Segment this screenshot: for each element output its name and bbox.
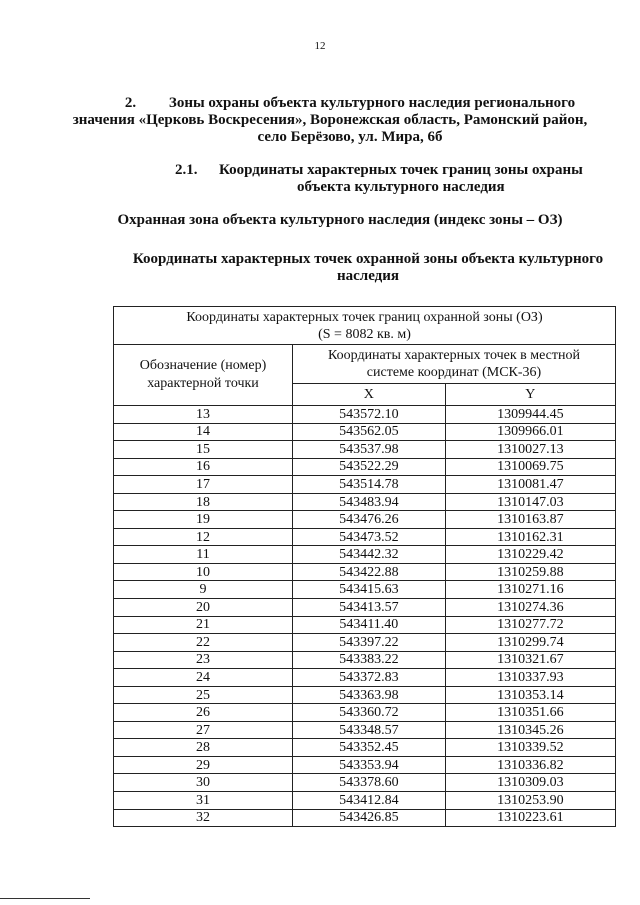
table-row [114,493,616,511]
cell-point: 30 [114,774,293,792]
cell-point: 9 [114,581,293,599]
cell-y: 1310081.47 [445,476,615,494]
cell-point: 12 [114,528,293,546]
table-row [114,423,616,441]
col-header-y: Y [445,384,615,406]
table-row [114,511,616,529]
cell-x: 543426.85 [293,809,446,827]
cell-y: 1310277.72 [445,616,615,634]
table-row [114,669,616,687]
cell-y: 1310069.75 [445,458,615,476]
cell-y: 1310321.67 [445,651,615,669]
cell-y: 1310229.42 [445,546,615,564]
cell-y: 1310259.88 [445,563,615,581]
cell-point: 27 [114,721,293,739]
table-row [114,774,616,792]
cell-x: 543360.72 [293,704,446,722]
section-title-line3: село Берёзово, ул. Мира, 6б [257,129,443,145]
table-row [114,809,616,827]
section-heading [70,95,630,146]
cell-y: 1310299.74 [445,634,615,652]
table-row [114,756,616,774]
cell-y: 1310253.90 [445,792,615,810]
cell-y: 1310309.03 [445,774,615,792]
cell-point: 20 [114,599,293,617]
cell-point: 22 [114,634,293,652]
section-title-line1: Зоны охраны объекта культурного наследия регионального [168,95,576,111]
cell-point: 23 [114,651,293,669]
col-header-point-line2: характерной точки [147,376,259,391]
cell-y: 1310345.26 [445,721,615,739]
table-row [114,476,616,494]
cell-point: 19 [114,511,293,529]
cell-x: 543415.63 [293,581,446,599]
cell-point: 21 [114,616,293,634]
cell-x: 543383.22 [293,651,446,669]
table-row [114,563,616,581]
cell-y: 1310351.66 [445,704,615,722]
col-header-point [114,345,293,406]
zone-heading: Охранная зона объекта культурного наследия (индекс зоны – ОЗ) [117,212,563,228]
cell-x: 543353.94 [293,756,446,774]
cell-x: 543476.26 [293,511,446,529]
cell-y: 1310336.82 [445,756,615,774]
cell-y: 1310147.03 [445,493,615,511]
cell-y: 1310274.36 [445,599,615,617]
cell-point: 14 [114,423,293,441]
cell-y: 1309966.01 [445,423,615,441]
table-row [114,406,616,424]
col-header-point-line1: Обозначение (номер) [139,358,267,373]
cell-x: 543411.40 [293,616,446,634]
cell-y: 1310027.13 [445,441,615,459]
cell-x: 543372.83 [293,669,446,687]
cell-point: 18 [114,493,293,511]
coords-heading-line1: Координаты характерных точек охранной зоны объекта культурного [132,251,604,267]
table-caption-line1: Координаты характерных точек границ охранной зоны (ОЗ) [186,309,543,325]
subsection-title-line2: объекта культурного наследия [297,179,505,195]
cell-x: 543483.94 [293,493,446,511]
table-header-row [114,345,616,384]
cell-y: 1310163.87 [445,511,615,529]
table-row [114,792,616,810]
cell-x: 543572.10 [293,406,446,424]
cell-x: 543442.32 [293,546,446,564]
cell-point: 16 [114,458,293,476]
col-header-coords-line2: системе координат (МСК-36) [366,365,542,380]
table-row [114,651,616,669]
section-title-line2: значения «Церковь Воскресения», Воронежская область, Рамонский район, [72,112,588,128]
table-row [114,599,616,617]
cell-x: 543422.88 [293,563,446,581]
cell-x: 543348.57 [293,721,446,739]
cell-y: 1310162.31 [445,528,615,546]
table-row [114,441,616,459]
cell-x: 543562.05 [293,423,446,441]
cell-point: 31 [114,792,293,810]
cell-point: 29 [114,756,293,774]
cell-x: 543352.45 [293,739,446,757]
table-row [114,634,616,652]
col-header-coords-line1: Координаты характерных точек в местной [327,348,580,363]
cell-x: 543378.60 [293,774,446,792]
coordinates-table [113,306,616,827]
table-row [114,739,616,757]
table-row [114,458,616,476]
cell-y: 1309944.45 [445,406,615,424]
cell-y: 1310353.14 [445,686,615,704]
section-number: 2. [124,95,137,111]
cell-x: 543363.98 [293,686,446,704]
cell-y: 1310339.52 [445,739,615,757]
cell-point: 28 [114,739,293,757]
coords-heading [88,251,640,285]
table-row [114,616,616,634]
cell-x: 543514.78 [293,476,446,494]
table-row [114,721,616,739]
table-row [114,528,616,546]
footnote-divider [0,898,90,899]
cell-y: 1310223.61 [445,809,615,827]
cell-x: 543473.52 [293,528,446,546]
cell-x: 543413.57 [293,599,446,617]
cell-x: 543412.84 [293,792,446,810]
cell-point: 11 [114,546,293,564]
subsection-heading [175,162,595,196]
cell-point: 25 [114,686,293,704]
coords-heading-line2: наследия [336,268,400,284]
table-row [114,704,616,722]
cell-x: 543537.98 [293,441,446,459]
subsection-title-line1: Координаты характерных точек границ зоны охраны [219,162,583,178]
cell-y: 1310337.93 [445,669,615,687]
cell-point: 26 [114,704,293,722]
cell-point: 17 [114,476,293,494]
table-row [114,546,616,564]
cell-point: 13 [114,406,293,424]
cell-y: 1310271.16 [445,581,615,599]
table-body [114,406,616,827]
page-number: 12 [314,40,326,52]
table-caption-row [114,307,616,345]
table-caption-line2: (S = 8082 кв. м) [318,326,411,342]
col-header-x: X [293,384,446,406]
cell-point: 24 [114,669,293,687]
cell-x: 543397.22 [293,634,446,652]
section-heading-line1 [70,95,630,112]
subsection-number: 2.1. [175,162,198,178]
table-caption [114,307,616,345]
col-header-coords [293,345,616,384]
cell-point: 32 [114,809,293,827]
table-row [114,686,616,704]
cell-point: 10 [114,563,293,581]
table-row [114,581,616,599]
cell-point: 15 [114,441,293,459]
cell-x: 543522.29 [293,458,446,476]
